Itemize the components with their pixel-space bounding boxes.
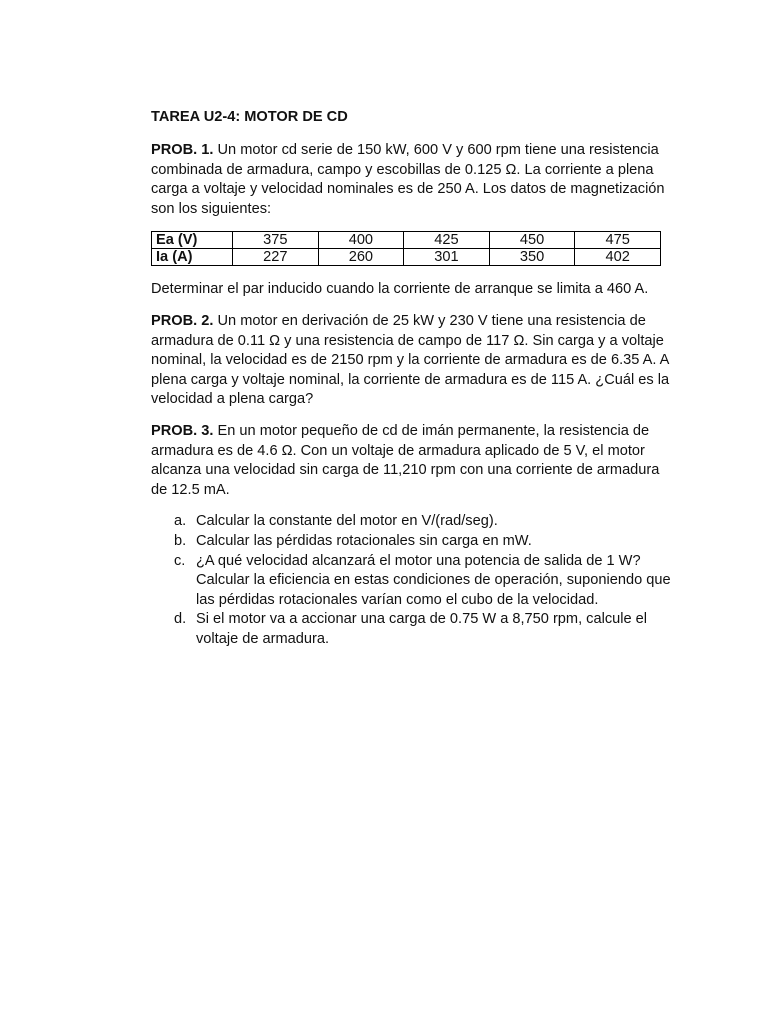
list-item-text: Si el motor va a accionar una carga de 0.75 W a 8,750 rpm, calcule el voltaje de armadura. (196, 611, 648, 647)
magnetization-table (151, 231, 661, 266)
problem-1-question: Determinar el par inducido cuando la corriente de arranque se limita a 460 A. (151, 281, 649, 298)
table-cell: 227 (233, 249, 319, 266)
problem-1-text: Un motor cd serie de 150 kW, 600 V y 600 rpm tiene una resistencia combinada de armadura, campo y escobillas de 0.125 Ω. La corriente a plena carga a voltaje y velocidad nominales es de 250 A. Los datos de magnetización son los siguientes: (151, 142, 665, 217)
list-marker: b. (174, 532, 187, 549)
problem-3-subquestions (151, 512, 671, 649)
list-item (151, 532, 671, 552)
table-row (152, 249, 661, 266)
table-row (152, 232, 661, 249)
problem-2-label: PROB. 2. (151, 312, 214, 329)
table-cell: 301 (404, 249, 490, 266)
table-cell: 375 (233, 232, 319, 249)
list-marker: a. (174, 513, 187, 530)
list-item-text: ¿A qué velocidad alcanzará el motor una potencia de salida de 1 W? Calcular la eficiencia en estas condiciones de operación, suponiendo que las pérdidas rotacionales varían como el cubo de la velocidad. (196, 552, 671, 608)
list-item-text: Calcular las pérdidas rotacionales sin carga en mW. (196, 532, 532, 549)
table-cell: 402 (575, 249, 661, 266)
problem-2-text: Un motor en derivación de 25 kW y 230 V tiene una resistencia de armadura de 0.11 Ω y una resistencia de campo de 117 Ω. Sin carga y a voltaje nominal, la velocidad es de 2150 rpm y la corriente de armadura es de 6.35 A. A plena carga y voltaje nominal, la corriente de armadura es de 115 A. ¿Cuál es la velocidad a plena carga? (151, 312, 670, 408)
problem-3-statement (151, 422, 671, 500)
table-cell: 260 (318, 249, 404, 266)
document-title: TAREA U2-4: MOTOR DE CD (151, 109, 348, 125)
table-cell: 450 (489, 232, 575, 249)
problem-3-text: En un motor pequeño de cd de imán permanente, la resistencia de armadura es de 4.6 Ω. Con un voltaje de armadura aplicado de 5 V, el motor alcanza una velocidad sin carga de 11,210 rpm con una corriente de armadura de 12.5 mA. (151, 422, 660, 498)
document-page (151, 108, 671, 649)
table-cell: 475 (575, 232, 661, 249)
problem-1-label: PROB. 1. (151, 142, 214, 158)
row-header-ea: Ea (V) (152, 232, 233, 249)
table-cell: 400 (318, 232, 404, 249)
list-item-text: Calcular la constante del motor en V/(rad/seg). (196, 513, 498, 530)
list-marker: d. (174, 611, 187, 628)
problem-2-statement (151, 312, 671, 410)
row-header-ia: Ia (A) (152, 249, 233, 266)
list-item (151, 610, 671, 649)
table-cell: 425 (404, 232, 490, 249)
table-cell: 350 (489, 249, 575, 266)
problem-1-statement (151, 141, 671, 219)
list-item (151, 552, 671, 611)
list-marker: c. (174, 552, 186, 569)
problem-3-label: PROB. 3. (151, 422, 214, 439)
list-item (151, 512, 671, 532)
